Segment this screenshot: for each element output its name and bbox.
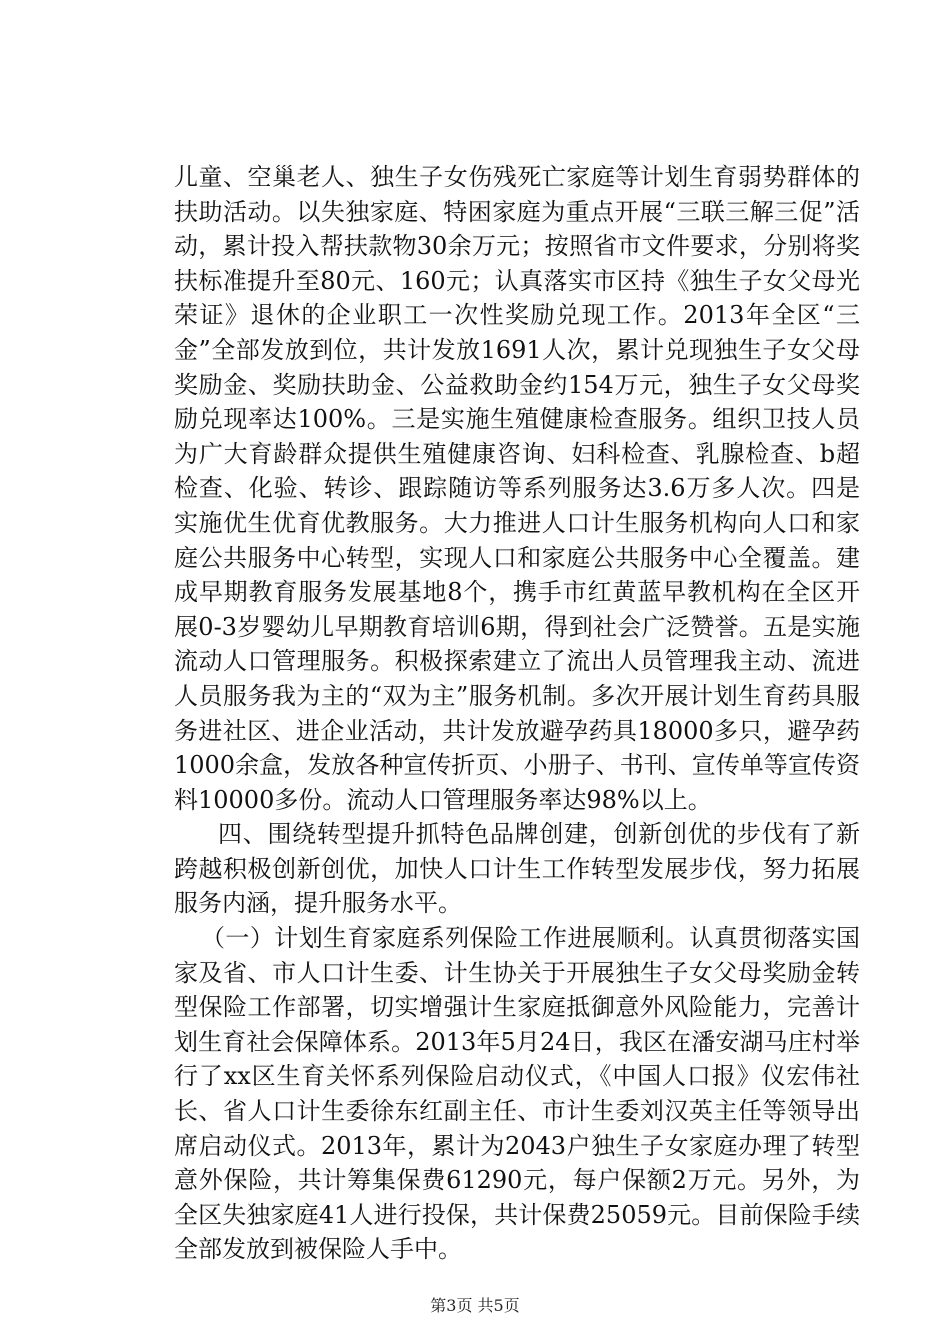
page-footer: 第3页 共5页 — [430, 1296, 520, 1315]
paragraph-section-four: 四、围绕转型提升抓特色品牌创建，创新创优的步伐有了新跨越积极创新创优，加快人口计生工作转型发展步伐，努力拓展服务内涵，提升服务水平。 — [174, 820, 860, 918]
paragraph-continuation: 儿童、空巢老人、独生子女伤残死亡家庭等计划生育弱势群体的扶助活动。以失独家庭、特困家庭为重点开展“三联三解三促”活动，累计投入帮扶款物30余万元；按照省市文件要求，分别将奖扶标准提升至80元、160元；认真落实市区持《独生子女父母光荣证》退休的企业职工一次性奖励兑现工作。2013年全区“三金”全部发放到位，共计发放1691人次，累计兑现独生子女父母奖励金、奖励扶助金、公益救助金约154万元，独生子女父母奖励兑现率达100%。三是实施生殖健康检查服务。组织卫技人员为广大育龄群众提供生殖健康咨询、妇科检查、乳腺检查、b超检查、化验、转诊、跟踪随访等系列服务达3.6万多人次。四是实施优生优育优教服务。大力推进人口计生服务机构向人口和家庭公共服务中心转型，实现人口和家庭公共服务中心全覆盖。建成早期教育服务发展基地8个，携手市红黄蓝早教机构在全区开展0-3岁婴幼儿早期教育培训6期，得到社会广泛赞誉。五是实施流动人口管理服务。积极探索建立了流出人员管理我主动、流进人员服务我为主的“双为主”服务机制。多次开展计划生育药具服务进社区、进企业活动，共计发放避孕药具18000多只，避孕药1000余盒，发放各种宣传折页、小册子、书刊、宣传单等宣传资料10000多份。流动人口管理服务率达98%以上。 — [174, 163, 860, 814]
document-body — [174, 160, 860, 1267]
paragraph-subsection-one: （一）计划生育家庭系列保险工作进展顺利。认真贯彻落实国家及省、市人口计生委、计生协关于开展独生子女父母奖励金转型保险工作部署，切实增强计生家庭抵御意外风险能力，完善计划生育社会保障体系。2013年5月24日，我区在潘安湖马庄村举行了xx区生育关怀系列保险启动仪式，《中国人口报》仪宏伟社长、省人口计生委徐东红副主任、市计生委刘汉英主任等领导出席启动仪式。2013年，累计为2043户独生子女家庭办理了转型意外保险，共计筹集保费61290元，每户保额2万元。另外，为全区失独家庭41人进行投保，共计保费25059元。目前保险手续全部发放到被保险人手中。 — [174, 924, 860, 1264]
